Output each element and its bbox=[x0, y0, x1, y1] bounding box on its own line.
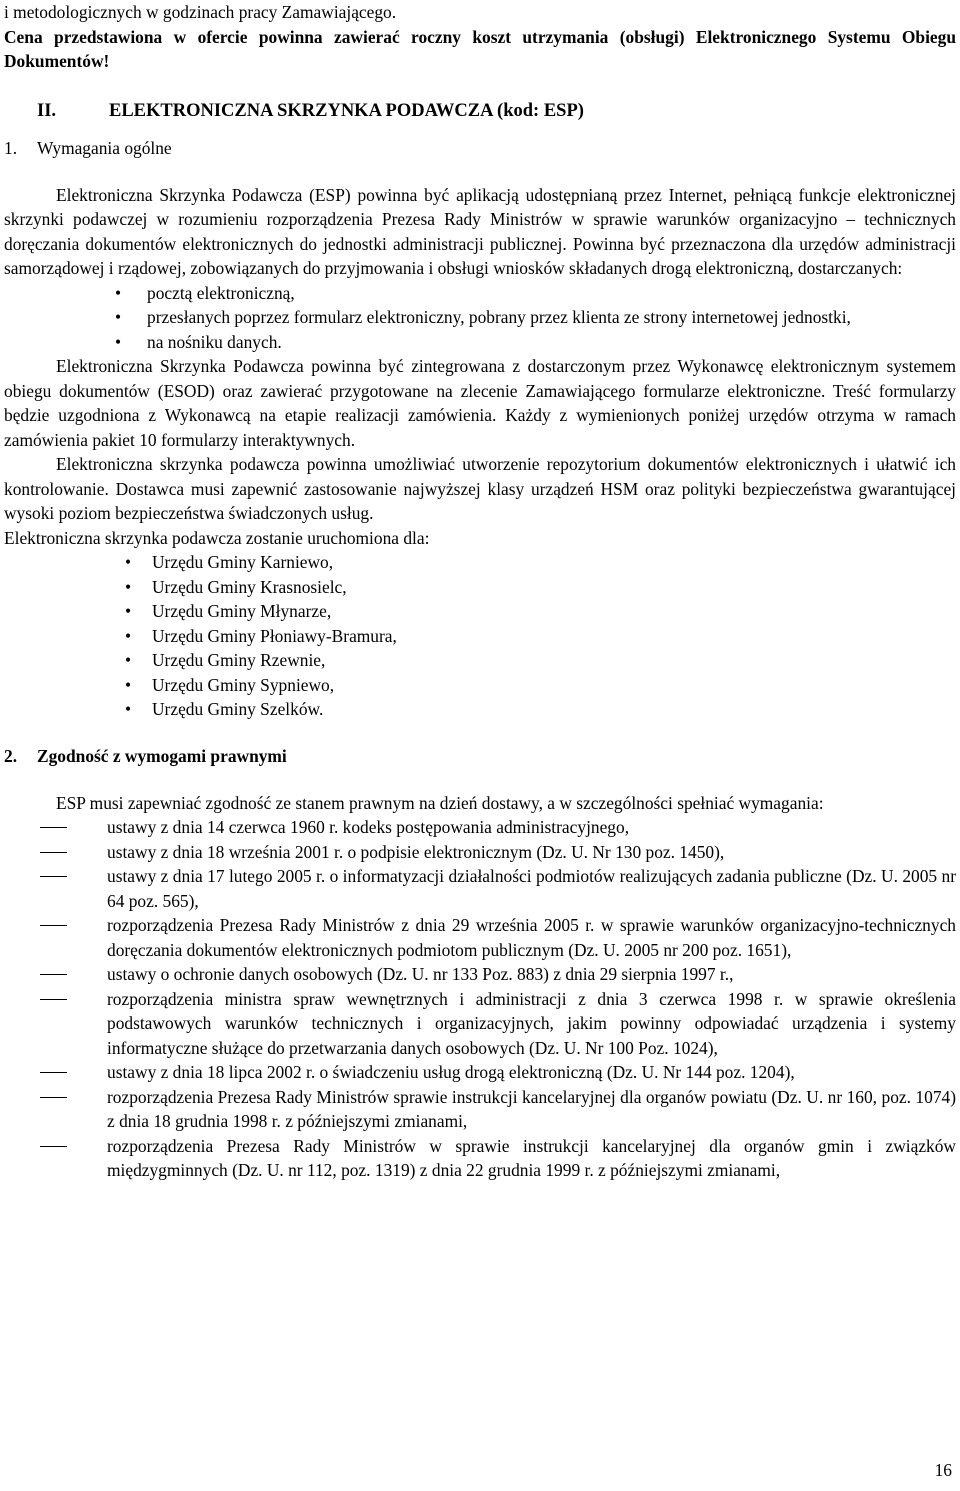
office-name: Urzędu Gminy Szelków. bbox=[152, 699, 324, 719]
office-name: Urzędu Gminy Krasnosielc, bbox=[152, 576, 347, 597]
dash-icon bbox=[40, 1146, 67, 1147]
section-number: II. bbox=[37, 100, 57, 121]
bullet-icon: • bbox=[125, 674, 132, 695]
document-page bbox=[4, 0, 956, 1183]
section-title: ELEKTRONICZNA SKRZYNKA PODAWCZA (kod: ESP) bbox=[109, 100, 584, 121]
paragraph-repository: Elektroniczna skrzynka podawcza powinna umożliwiać utworzenie repozytorium dokumentów elektronicznych i ułatwić ich kontrolowanie. Dostawca musi zapewnić zastosowanie najwyższej klasy urządzeń HSM oraz polityki bezpieczeństwa gwarantującej wysoki poziom bezpieczeństwa świadczonych usług. bbox=[4, 454, 956, 523]
list-item bbox=[4, 697, 956, 722]
legal-item-text: ustawy z dnia 14 czerwca 1960 r. kodeks postępowania administracyjnego, bbox=[107, 817, 630, 837]
bullet-icon: • bbox=[125, 576, 132, 597]
legal-item-text: ustawy z dnia 17 lutego 2005 r. o informatyzacji działalności podmiotów realizujących zadania publiczne (Dz. U. 2005 nr 64 poz. 565), bbox=[107, 866, 956, 911]
section-heading bbox=[4, 99, 956, 124]
dash-icon bbox=[40, 876, 67, 877]
dash-icon bbox=[40, 1097, 67, 1098]
list-item bbox=[4, 1134, 956, 1183]
list-item bbox=[4, 624, 956, 649]
intro-line: i metodologicznych w godzinach pracy Zamawiającego. bbox=[4, 2, 397, 22]
list-item-text: przesłanych poprzez formularz elektroniczny, pobrany przez klienta ze strony internetowej jednostki, bbox=[147, 307, 851, 327]
list-item bbox=[4, 840, 956, 865]
dash-icon bbox=[40, 999, 67, 1000]
bullet-icon: • bbox=[125, 601, 132, 621]
list-item bbox=[4, 281, 956, 306]
list-item bbox=[4, 599, 956, 624]
list-item bbox=[4, 305, 956, 330]
list-item bbox=[4, 550, 956, 575]
list-item bbox=[4, 987, 956, 1061]
list-item bbox=[4, 913, 956, 962]
legal-item-text: ustawy z dnia 18 lipca 2002 r. o świadczeniu usług drogą elektroniczną (Dz. U. Nr 144 poz. 1204), bbox=[107, 1062, 795, 1082]
dash-icon bbox=[40, 925, 67, 926]
bullet-icon: • bbox=[125, 625, 132, 646]
office-name: Urzędu Gminy Karniewo, bbox=[152, 552, 334, 572]
legal-item-text: rozporządzenia Prezesa Rady Ministrów sprawie instrukcji kancelaryjnej dla organów powiatu (Dz. U. nr 160, poz. 1074) z dnia 18 grudnia 1998 r. z późniejszymi zmianami, bbox=[107, 1086, 956, 1131]
bullet-icon: • bbox=[115, 331, 122, 352]
office-name: Urzędu Gminy Sypniewo, bbox=[152, 674, 335, 695]
bullet-icon: • bbox=[115, 282, 122, 303]
subsection-2-number: 2. bbox=[4, 745, 18, 766]
office-name: Urzędu Gminy Płoniawy-Bramura, bbox=[152, 625, 397, 646]
list-item bbox=[4, 673, 956, 698]
dash-icon bbox=[40, 827, 67, 828]
subsection-heading-1 bbox=[4, 136, 956, 161]
bullet-icon: • bbox=[125, 650, 132, 670]
list-item bbox=[4, 815, 956, 840]
bullet-icon: • bbox=[125, 699, 132, 719]
list-item bbox=[4, 648, 956, 673]
list-item bbox=[4, 962, 956, 987]
subsection-2-title: Zgodność z wymogami prawnymi bbox=[37, 745, 287, 766]
list-item bbox=[4, 575, 956, 600]
subsection-1-number: 1. bbox=[4, 137, 18, 158]
legal-item-text: ustawy z dnia 18 września 2001 r. o podpisie elektronicznym (Dz. U. Nr 130 poz. 1450), bbox=[107, 841, 725, 862]
paragraph-esp-description: Elektroniczna Skrzynka Podawcza (ESP) powinna być aplikacją udostępnianą przez Internet, pełniącą funkcje elektronicznej skrzynki podawczej w rozumieniu rozporządzenia Prezesa Rady Ministrów w sprawie warunków organizacyjno – technicznych doręczania dokumentów elektronicznych do jednostki administracji publicznej. Powinna być przeznaczona dla urzędów administracji samorządowej i rządowej, zobowiązanych do przyjmowania i obsługi wniosków składanych drogą elektroniczną, dostarczanych: bbox=[4, 184, 956, 278]
legal-item-text: rozporządzenia Prezesa Rady Ministrów z dnia 29 września 2005 r. w sprawie warunków organizacyjno-technicznych doręczania dokumentów elektronicznych podmiotom publicznym (Dz. U. 2005 nr 200 poz. 1651), bbox=[107, 915, 956, 960]
page-number: 16 bbox=[934, 1460, 952, 1480]
legal-item-text: rozporządzenia ministra spraw wewnętrznych i administracji z dnia 3 czerwca 1998 r. w sprawie określenia podstawowych warunków technicznych i organizacyjnych, jakim powinny odpowiadać urządzenia i systemy informatyczne służące do przetwarzania danych osobowych (Dz. U. Nr 100 Poz. 1024), bbox=[107, 988, 956, 1058]
bullet-icon: • bbox=[115, 307, 122, 327]
office-name: Urzędu Gminy Rzewnie, bbox=[152, 650, 326, 670]
subsection-1-title: Wymagania ogólne bbox=[37, 137, 172, 158]
paragraph-legal-intro: ESP musi zapewniać zgodność ze stanem prawnym na dzień dostawy, a w szczególności spełniać wymagania: bbox=[56, 792, 824, 813]
paragraph-integration: Elektroniczna Skrzynka Podawcza powinna być zintegrowana z dostarczonym przez Wykonawcę elektronicznym systemem obiegu dokumentów (ESOD) oraz zawierać przygotowane na zlecenie Zamawiającego formularze elektroniczne. Treść formularzy będzie uzgodniona z Wykonawcą na etapie realizacji zamówienia. Każdy z wymienionych poniżej urzędów otrzyma w ramach zamówienia pakiet 10 formularzy interaktywnych. bbox=[4, 356, 956, 450]
list-item bbox=[4, 864, 956, 913]
list-item bbox=[4, 1060, 956, 1085]
list-item-text: pocztą elektroniczną, bbox=[147, 282, 295, 303]
bullet-icon: • bbox=[125, 552, 132, 572]
list-item bbox=[4, 330, 956, 355]
office-name: Urzędu Gminy Młynarze, bbox=[152, 601, 332, 621]
dash-icon bbox=[40, 852, 67, 853]
legal-item-text: ustawy o ochronie danych osobowych (Dz. U. nr 133 Poz. 883) z dnia 29 sierpnia 1997 r., bbox=[107, 964, 734, 984]
price-note: Cena przedstawiona w ofercie powinna zawierać roczny koszt utrzymania (obsługi) Elektronicznego Systemu Obiegu Dokumentów! bbox=[4, 26, 956, 71]
list-item bbox=[4, 1085, 956, 1134]
paragraph-offices-intro: Elektroniczna skrzynka podawcza zostanie uruchomiona dla: bbox=[4, 527, 430, 548]
list-item-text: na nośniku danych. bbox=[147, 331, 282, 352]
dash-icon bbox=[40, 974, 67, 975]
dash-icon bbox=[40, 1072, 67, 1073]
legal-item-text: rozporządzenia Prezesa Rady Ministrów w sprawie instrukcji kancelaryjnej dla organów gmin i związków międzygminnych (Dz. U. nr 112, poz. 1319) z dnia 22 grudnia 1999 r. z późniejszymi zmianami, bbox=[107, 1135, 956, 1180]
subsection-heading-2 bbox=[4, 744, 956, 769]
